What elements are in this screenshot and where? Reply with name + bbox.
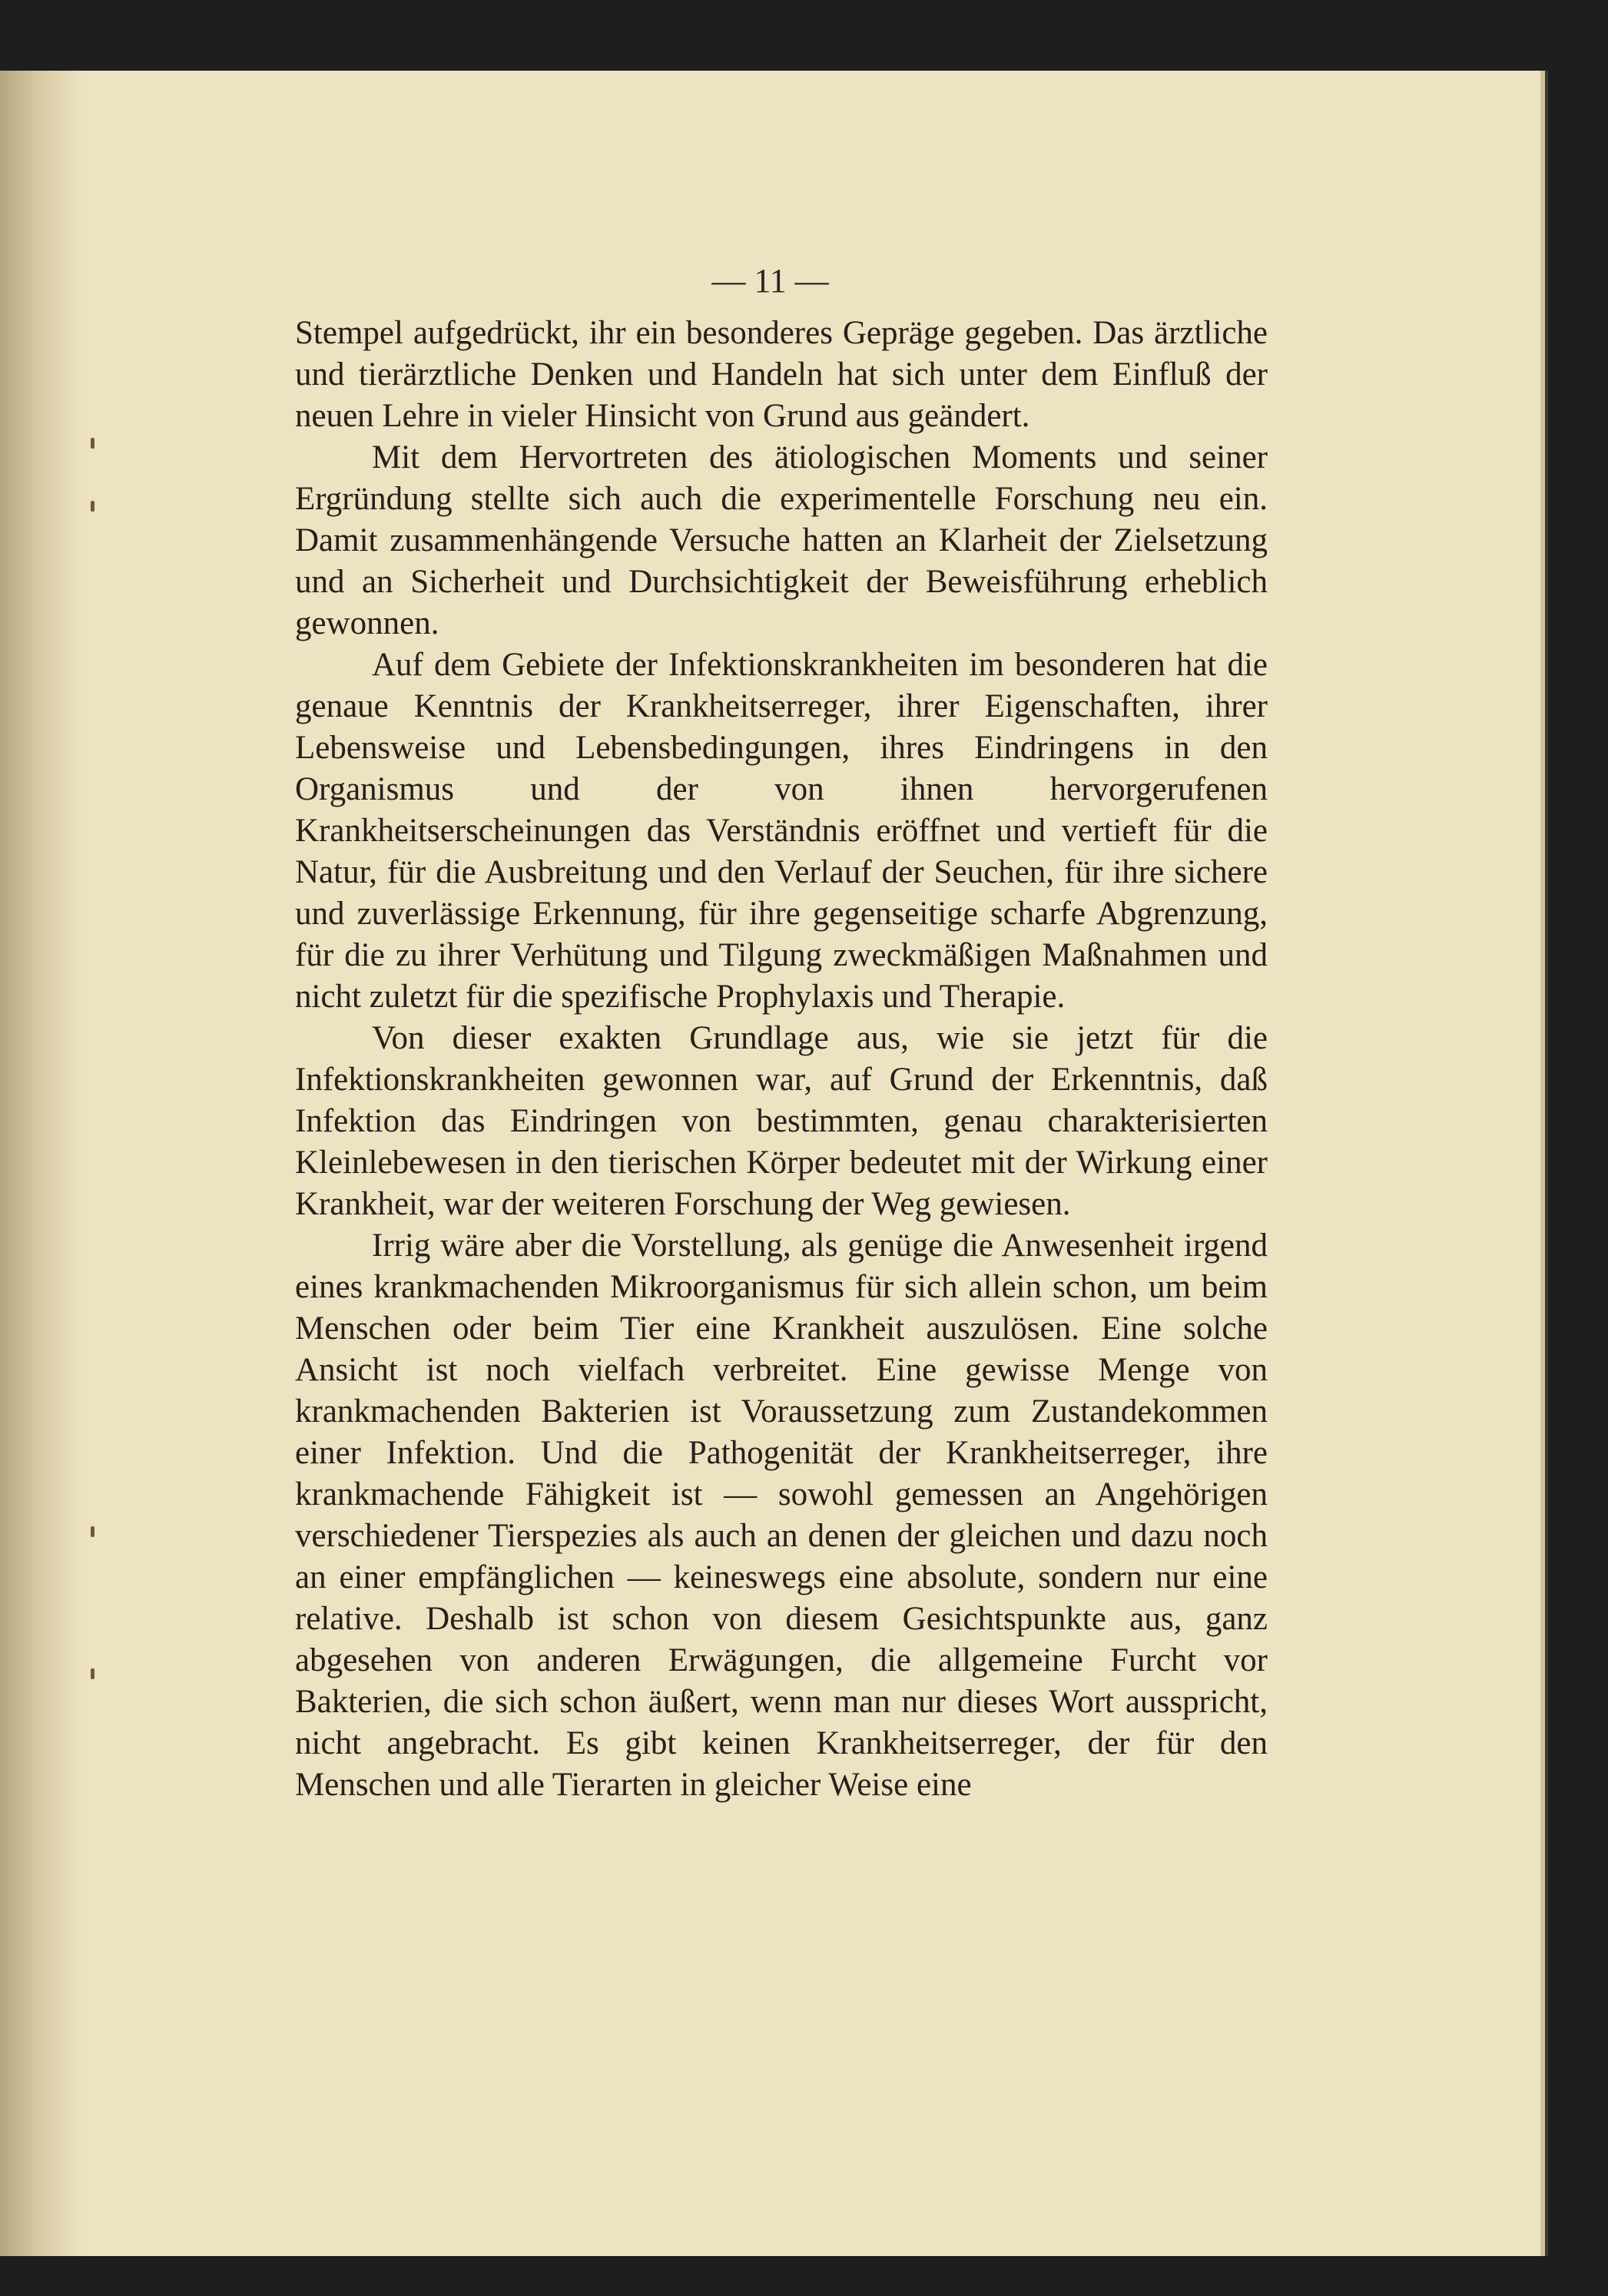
paragraph: Auf dem Gebiete der Infektionskrankheiten im besonderen hat die genaue Kenntnis der Krankheitserreger, ihrer Eigenschaften, ihrer Lebensweise und Lebensbedingungen, ihres Eindringens in den Organismus und der von ihnen hervorgerufenen Krankheitserscheinungen das Verständnis eröffnet und vertieft für die Natur, für die Ausbreitung und den Verlauf der Seuchen, für ihre sichere und zuverlässige Erkennung, für ihre gegenseitige scharfe Abgrenzung, für die zu ihrer Verhütung und Tilgung zweckmäßigen Maßnahmen und nicht zuletzt für die spezifische Prophylaxis und Therapie. (295, 647, 1268, 1015)
book-page (0, 71, 1540, 2256)
binding-thread-mark (91, 1526, 94, 1537)
paragraph: Irrig wäre aber die Vorstellung, als genüge die Anwesenheit irgend eines krankmachenden Mikroorganismus für sich allein schon, um beim Menschen oder beim Tier eine Krankheit auszulösen. Eine solche Ansicht ist noch vielfach verbreitet. Eine gewisse Menge von krankmachenden Bakterien ist Voraussetzung zum Zustandekommen einer Infektion. Und die Pathogenität der Krankheitserreger, ihre krankmachende Fähigkeit ist — sowohl gemessen an Angehörigen verschiedener Tierspezies als auch an denen der gleichen und dazu noch an einer empfänglichen — keineswegs eine absolute, sondern nur eine relative. Deshalb ist schon von diesem Gesichtspunkte aus, ganz abgesehen von anderen Erwägungen, die allgemeine Furcht vor Bakterien, die sich schon äußert, wenn man nur dieses Wort ausspricht, nicht angebracht. Es gibt keinen Krankheitserreger, der für den Menschen und alle Tierarten in gleicher Weise eine (295, 1228, 1268, 1803)
paragraph: Mit dem Hervortreten des ätiologischen Moments und seiner Ergründung stellte sich auch die experimentelle Forschung neu ein. Damit zusammenhängende Versuche hatten an Klarheit der Zielsetzung und an Sicherheit und Durchsichtigkeit der Beweisführung erheblich gewonnen. (295, 439, 1268, 641)
page-gutter (0, 71, 85, 2256)
page-number: — 11 — (711, 262, 829, 300)
binding-thread-mark (91, 1668, 94, 1679)
binding-thread-mark (91, 501, 94, 512)
paragraph: Stempel aufgedrückt, ihr ein besonderes Gepräge gegeben. Das ärztliche und tierärztliche Denken und Handeln hat sich unter dem Einfluß der neuen Lehre in vieler Hinsicht von Grund aus geändert. (295, 315, 1268, 434)
binding-thread-mark (91, 438, 94, 449)
body-text (295, 313, 1268, 1806)
paragraph: Von dieser exakten Grundlage aus, wie sie jetzt für die Infektionskrankheiten gewonnen war, auf Grund der Erkenntnis, daß Infektion das Eindringen von bestimmten, genau charakterisierten Kleinlebewesen in den tierischen Körper bedeutet mit der Wirkung einer Krankheit, war der weiteren Forschung der Weg gewiesen. (295, 1020, 1268, 1222)
